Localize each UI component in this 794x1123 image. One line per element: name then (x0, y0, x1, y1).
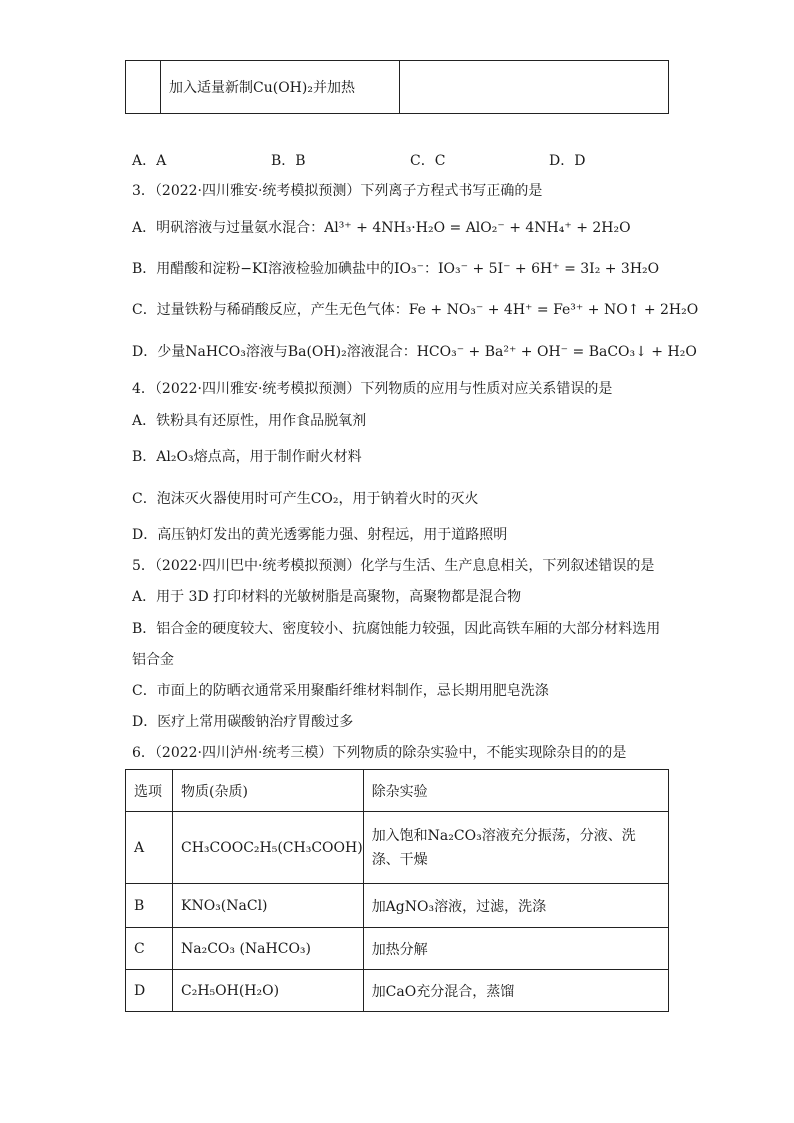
row-d-method: 加CaO充分混合，蒸馏 (363, 970, 668, 1012)
row-c-method: 加热分解 (363, 928, 668, 970)
top-table-blank-cell (126, 61, 161, 114)
q4-stem: 4．（2022·四川雅安·统考模拟预测）下列物质的应用与性质对应关系错误的是 (132, 381, 613, 397)
row-c-substance: Na₂CO₃ (NaHCO₃) (173, 928, 364, 970)
q4-option-c[interactable]: C．泡沫灭火器使用时可产生CO₂，用于钠着火时的灭火 (132, 491, 479, 507)
q5-option-c[interactable]: C．市面上的防晒衣通常采用聚酯纤维材料制作，忌长期用肥皂洗涤 (132, 683, 549, 699)
row-d-substance: C₂H₅OH(H₂O) (173, 970, 364, 1012)
q5-stem: 5．（2022·四川巴中·统考模拟预测）化学与生活、生产息息相关，下列叙述错误的是 (132, 558, 655, 574)
row-b-method: 加AgNO₃溶液，过滤，洗涤 (363, 884, 668, 928)
table-header-row (126, 770, 669, 812)
q2-option-c[interactable]: C．C (410, 153, 446, 169)
q2-option-a[interactable]: A．A (132, 153, 167, 169)
table-header-option: 选项 (126, 770, 173, 812)
q3-option-c[interactable]: C．过量铁粉与稀硝酸反应，产生无色气体：Fe + NO₃⁻ + 4H⁺ = Fe³⁺ + NO↑ + 2H₂O (132, 302, 699, 318)
top-table (125, 60, 669, 114)
q5-option-a[interactable]: A．用于 3D 打印材料的光敏树脂是高聚物，高聚物都是混合物 (132, 589, 522, 605)
q4-option-d[interactable]: D．高压钠灯发出的黄光透雾能力强、射程远，用于道路照明 (132, 527, 508, 543)
top-table-empty-cell (400, 61, 669, 114)
table-row (126, 812, 669, 884)
table-header-method: 除杂实验 (363, 770, 668, 812)
row-c-option: C (126, 928, 173, 970)
row-d-option: D (126, 970, 173, 1012)
row-b-option: B (126, 884, 173, 928)
table-header-substance: 物质(杂质) (173, 770, 364, 812)
q2-option-b[interactable]: B．B (271, 153, 306, 169)
row-a-option: A (126, 812, 173, 884)
row-b-substance: KNO₃(NaCl) (173, 884, 364, 928)
q5-option-d[interactable]: D．医疗上常用碳酸钠治疗胃酸过多 (132, 714, 354, 730)
table-row (126, 928, 669, 970)
q5-option-b-line1[interactable]: B．铝合金的硬度较大、密度较小、抗腐蚀能力较强，因此高铁车厢的大部分材料选用 (132, 621, 661, 637)
q3-option-b[interactable]: B．用醋酸和淀粉−KI溶液检验加碘盐中的IO₃⁻：IO₃⁻ + 5I⁻ + 6H⁺ = 3I₂ + 3H₂O (132, 261, 660, 277)
row-a-substance: CH₃COOC₂H₅(CH₃COOH) (173, 812, 364, 884)
q4-option-b[interactable]: B．Al₂O₃熔点高，用于制作耐火材料 (132, 449, 362, 465)
q2-options (132, 150, 652, 170)
q4-option-a[interactable]: A．铁粉具有还原性，用作食品脱氧剂 (132, 413, 367, 429)
q2-option-d[interactable]: D．D (549, 153, 586, 169)
top-table-text-cell (161, 61, 400, 114)
table-row (126, 970, 669, 1012)
q3-option-d[interactable]: D．少量NaHCO₃溶液与Ba(OH)₂溶液混合：HCO₃⁻ + Ba²⁺ + OH⁻ = BaCO₃↓ + H₂O (132, 344, 697, 360)
table-row (126, 884, 669, 928)
q6-stem: 6．（2022·四川泸州·统考三模）下列物质的除杂实验中，不能实现除杂目的的是 (132, 745, 627, 761)
q3-stem: 3．（2022·四川雅安·统考模拟预测）下列离子方程式书写正确的是 (132, 183, 543, 199)
q5-option-b-line2[interactable]: 铝合金 (132, 652, 174, 668)
q3-option-a[interactable]: A．明矾溶液与过量氨水混合：Al³⁺ + 4NH₃·H₂O = AlO₂⁻ + 4NH₄⁺ + 2H₂O (132, 220, 631, 236)
top-table-text: 加入适量新制Cu(OH)₂并加热 (169, 80, 355, 96)
row-a-method: 加入饱和Na₂CO₃溶液充分振荡，分液、洗涤、干燥 (363, 812, 668, 884)
q6-table (125, 769, 669, 1012)
